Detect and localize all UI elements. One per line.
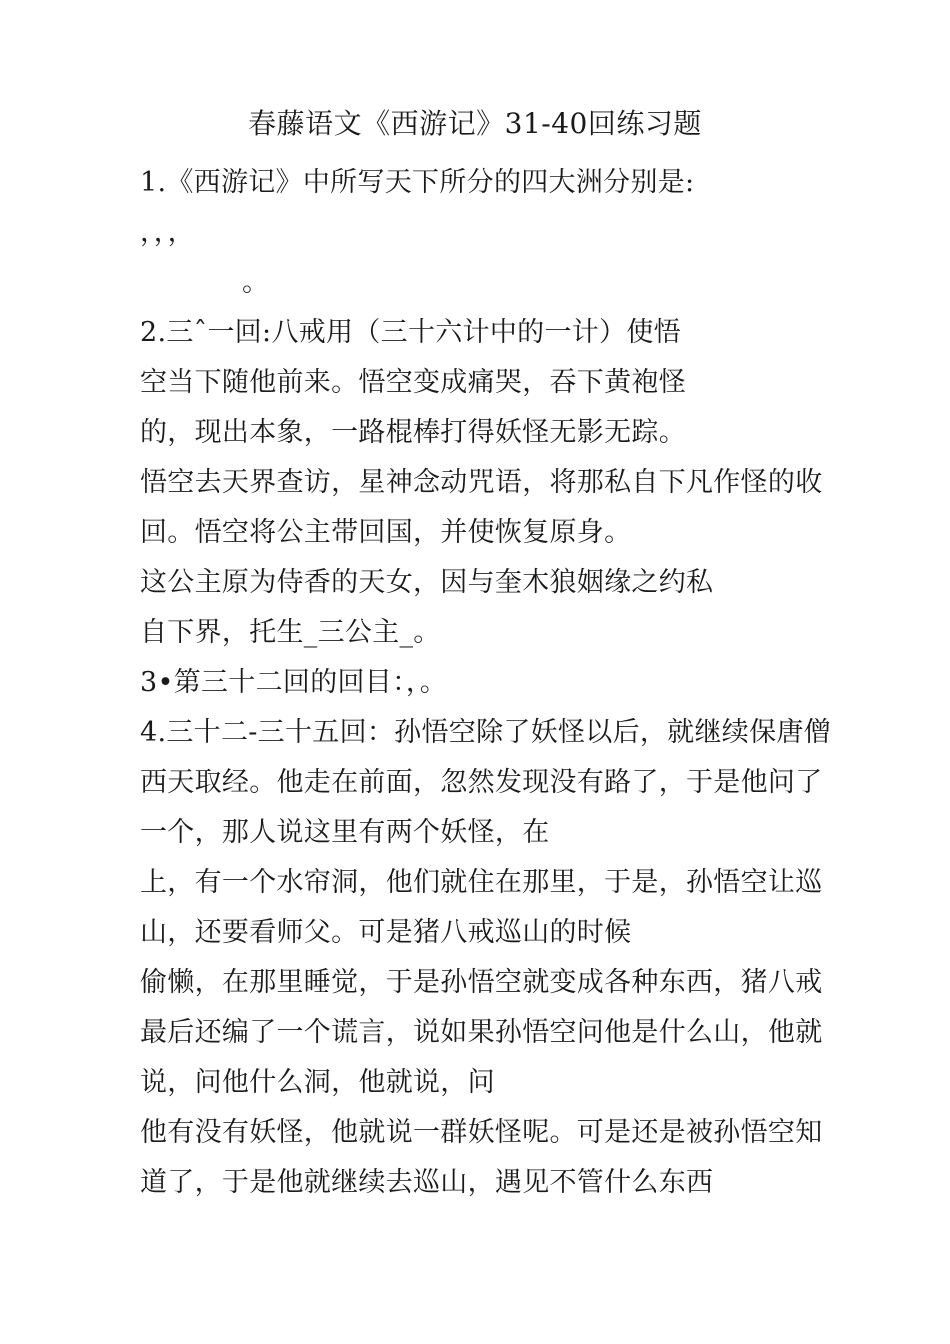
line-q4-start: 4.三十二-三十五回：孙悟空除了妖怪以后，就继续保唐僧 (140, 717, 831, 748)
text-line: 道了，于是他就继续去巡山，遇见不管什么东西 (140, 1167, 714, 1198)
text-line: 山，还要看师父。可是猪八戒巡山的时候 (140, 917, 632, 948)
text-line: 回。悟空将公主带回国，并使恢复原身。 (140, 517, 632, 548)
text-line: 说，问他什么洞，他就说，问 (140, 1067, 495, 1098)
text-line: 自下界，托生_三公主_。 (140, 617, 441, 648)
line-q1-intro: 1.《西游记》中所写天下所分的四大洲分别是: (140, 167, 695, 198)
line-q3: 3•第三十二回的回目：，。 (140, 667, 448, 698)
text-line: 偷懒，在那里睡觉，于是孙悟空就变成各种东西，猪八戒 (140, 967, 823, 998)
text-line: 西天取经。他走在前面，忽然发现没有路了，于是他问了 (140, 767, 823, 798)
page-title: 春藤语文《西游记》31-40回练习题 (248, 107, 702, 140)
text-line: 一个，那人说这里有两个妖怪，在 (140, 817, 550, 848)
text-line: 悟空去天界查访，星神念动咒语，将那私自下凡作怪的收 (140, 467, 823, 498)
text-line: 他有没有妖怪，他就说一群妖怪呢。可是还是被孙悟空知 (140, 1117, 823, 1148)
text-line: 空当下随他前来。悟空变成痛哭，吞下黄袍怪 (140, 367, 686, 398)
text-line: 的，现出本象，一路棍棒打得妖怪无影无踪。 (140, 417, 686, 448)
line-q1-blanks: ，，， (140, 217, 195, 248)
text-line: 这公主原为侍香的天女，因与奎木狼姻缘之约私 (140, 567, 714, 598)
line-q2-start: 2.三ˆ一回:八戒用（三十六计中的一计）使悟 (140, 317, 681, 348)
text-line: 上，有一个水帘洞，他们就住在那里，于是，孙悟空让巡 (140, 867, 823, 898)
text-line: 最后还编了一个谎言，说如果孙悟空问他是什么山，他就 (140, 1017, 823, 1048)
line-q1-end: 。 (242, 267, 270, 298)
exercise-body (140, 158, 900, 1208)
